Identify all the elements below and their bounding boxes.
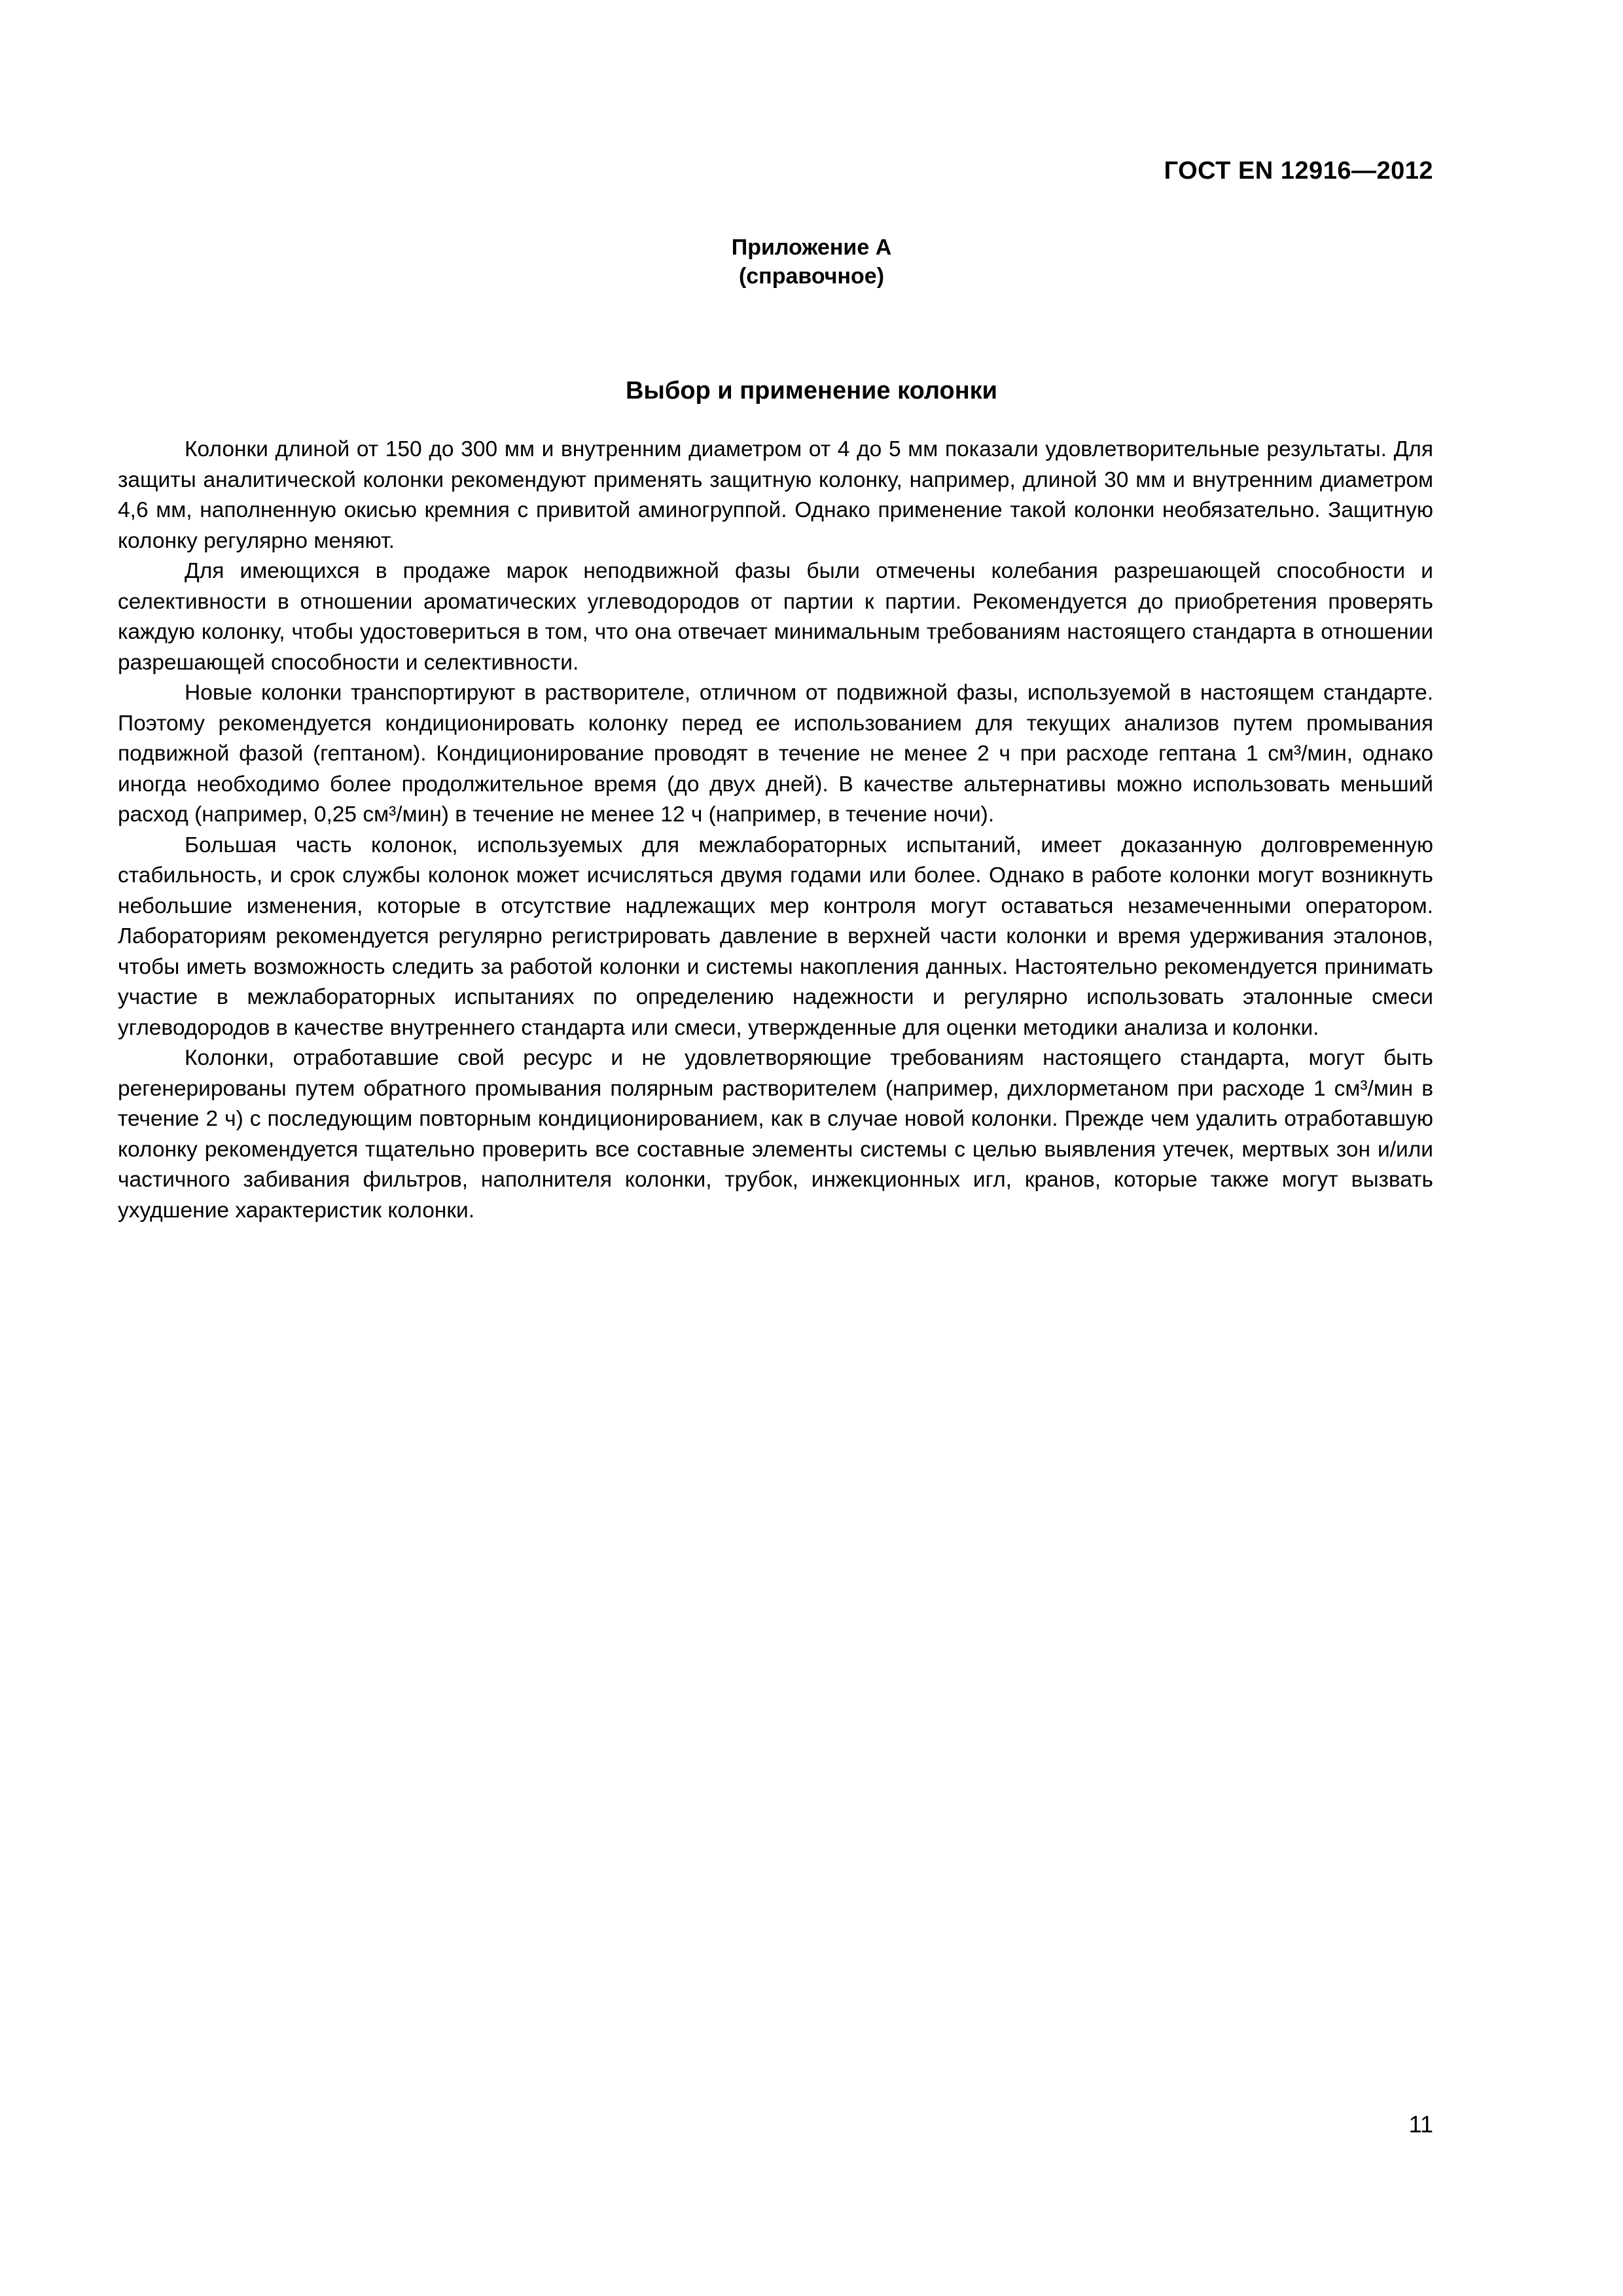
paragraph-5: Колонки, отработавшие свой ресурс и не удовлетворяющие требованиям настоящего стандарта, могут быть регенерированы путем обратного промывания полярным растворителем (например, дихлорметаном при расходе 1 см³/мин в течение 2 ч) с последующим повторным кондиционированием, как в случае новой колонки. Прежде чем удалить отработавшую колонку рекомендуется тщательно проверить все составные элементы системы с целью выявления утечек, мертвых зон и/или частичного забивания фильтров, наполнителя колонки, трубок, инжекционных игл, кранов, которые также могут вызвать ухудшение характеристик колонки.: [118, 1046, 1433, 1223]
annex-heading: [0, 233, 1623, 291]
body-text: [118, 435, 1433, 1226]
annex-title: Приложение А: [731, 235, 892, 260]
paragraph-3: Новые колонки транспортируют в растворителе, отличном от подвижной фазы, используемой в настоящем стандарте. Поэтому рекомендуется кондиционировать колонку перед ее использованием для текущих анализов путем промывания подвижной фазой (гептаном). Кондиционирование проводят в течение не менее 2 ч при расходе гептана 1 см³/мин, однако иногда необходимо более продолжительное время (до двух дней). В качестве альтернативы можно использовать меньший расход (например, 0,25 см³/мин) в течение не менее 12 ч (например, в течение ночи).: [118, 681, 1433, 827]
annex-subtitle: (справочное): [738, 264, 885, 289]
page-number: 11: [1408, 2111, 1433, 2138]
section-title: Выбор и применение колонки: [625, 377, 998, 404]
paragraph-1: Колонки длиной от 150 до 300 мм и внутренним диаметром от 4 до 5 мм показали удовлетворительные результаты. Для защиты аналитической колонки рекомендуют применять защитную колонку, например, длиной 30 мм и внутренним диаметром 4,6 мм, наполненную окисью кремния с привитой аминогруппой. Однако применение такой колонки необязательно. Защитную колонку регулярно меняют.: [118, 437, 1433, 553]
paragraph-2: Для имеющихся в продаже марок неподвижной фазы были отмечены колебания разрешающей способности и селективности в отношении ароматических углеводородов от партии к партии. Рекомендуется до приобретения проверять каждую колонку, чтобы удостовериться в том, что она отвечает минимальным требованиям настоящего стандарта в отношении разрешающей способности и селективности.: [118, 559, 1433, 675]
document-code: ГОСТ EN 12916—2012: [1164, 157, 1433, 185]
paragraph-4: Большая часть колонок, используемых для межлабораторных испытаний, имеет доказанную долговременную стабильность, и срок службы колонок может исчисляться двумя годами или более. Однако в работе колонки могут возникнуть небольшие изменения, которые в отсутствие надлежащих мер контроля могут оставаться незамеченными оператором. Лабораториям рекомендуется регулярно регистрировать давление в верхней части колонки и время удерживания эталонов, чтобы иметь возможность следить за работой колонки и системы накопления данных. Настоятельно рекомендуется принимать участие в межлабораторных испытаниях по определению надежности и регулярно использовать эталонные смеси углеводородов в качестве внутреннего стандарта или смеси, утвержденные для оценки методики анализа и колонки.: [118, 833, 1433, 1040]
